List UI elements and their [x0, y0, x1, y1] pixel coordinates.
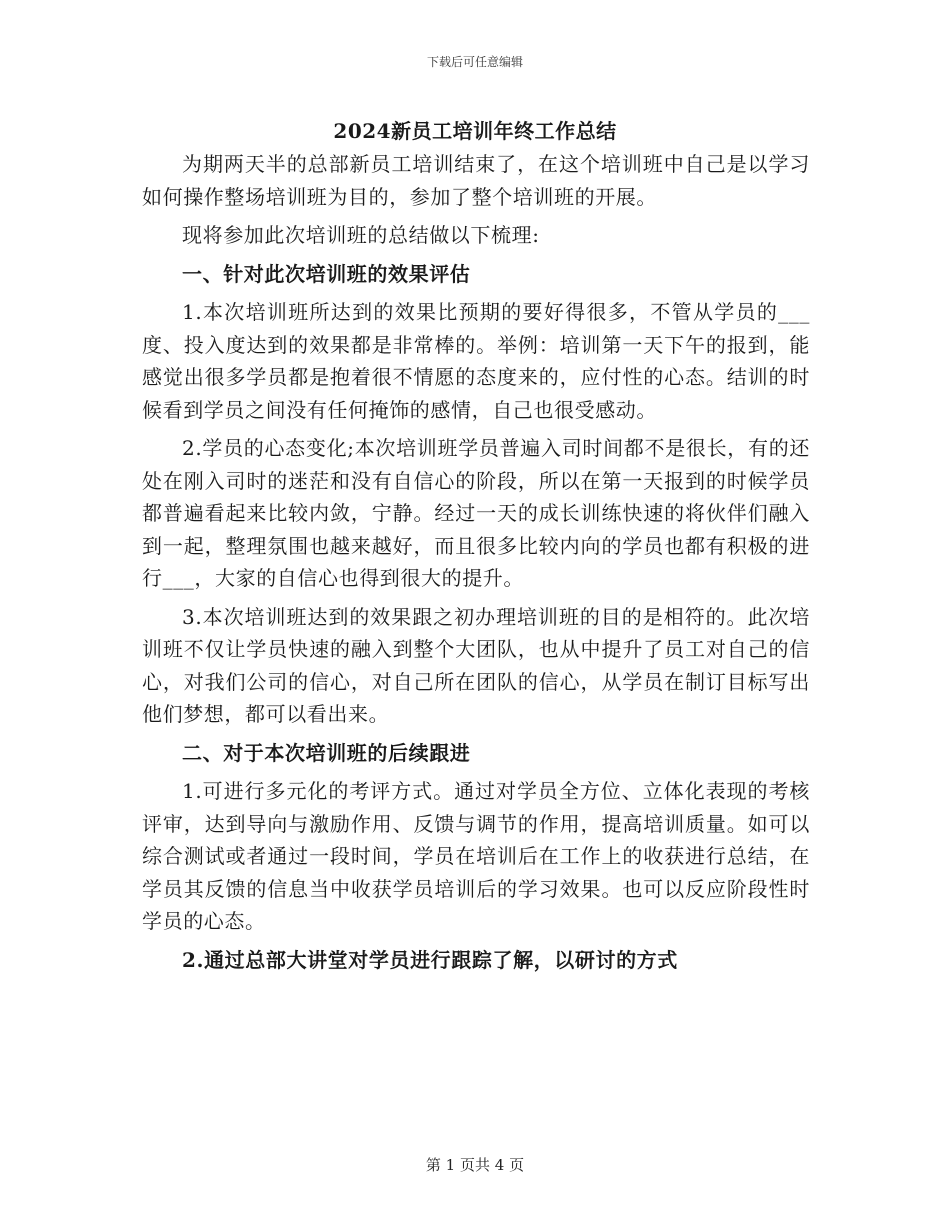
section-1-item-2: 2.学员的心态变化;本次培训班学员普遍入司时间都不是很长，有的还处在刚入司时的迷茫和没有自信心的阶段，所以在第一天报到的时候学员都普遍看起来比较内敛，宁静。经过一天的成长训练快速的将伙伴们融入到一起，整理氛围也越来越好，而且很多比较内向的学员也都有积极的进行___，大家的自信心也得到很大的提升。: [142, 436, 810, 590]
section-1-item-3: 3.本次培训班达到的效果跟之初办理培训班的目的是相符的。此次培训班不仅让学员快速的融入到整个大团队，也从中提升了员工对自己的信心，对我们公司的信心，对自己所在团队的信心，从学员在制订目标写出他们梦想，都可以看出来。: [142, 604, 810, 726]
document-title: 2024新员工培训年终工作总结: [333, 119, 617, 143]
section-2-item-1: 1.可进行多元化的考评方式。通过对学员全方位、立体化表现的考核评审，达到导向与激励作用、反馈与调节的作用，提高培训质量。如可以综合测试或者通过一段时间，学员在培训后在工作上的收获进行总结，在学员其反馈的信息当中收获学员培训后的学习效果。也可以反应阶段性时学员的心态。: [142, 779, 810, 933]
outline-paragraph: 现将参加此次培训班的总结做以下梳理:: [182, 223, 540, 247]
page-footer: 第 1 页共 4 页: [425, 1156, 525, 1174]
section-heading-2: 二、对于本次培训班的后续跟进: [182, 740, 471, 765]
section-heading-1: 一、针对此次培训班的效果评估: [182, 261, 471, 286]
intro-paragraph: 为期两天半的总部新员工培训结束了，在这个培训班中自己是以学习如何操作整场培训班为目的，参加了整个培训班的开展。: [142, 152, 810, 209]
document-body: [142, 148, 810, 982]
header-note: 下载后可任意编辑: [426, 55, 523, 69]
section-2-item-2-heading: 2.通过总部大讲堂对学员进行跟踪了解，以研讨的方式: [182, 947, 678, 972]
section-1-item-1: 1.本次培训班所达到的效果比预期的要好得很多，不管从学员的___度、投入度达到的效果都是非常棒的。举例：培训第一天下午的报到，能感觉出很多学员都是抱着很不情愿的态度来的，应付性的心态。结训的时候看到学员之间没有任何掩饰的感情，自己也很受感动。: [142, 300, 810, 422]
